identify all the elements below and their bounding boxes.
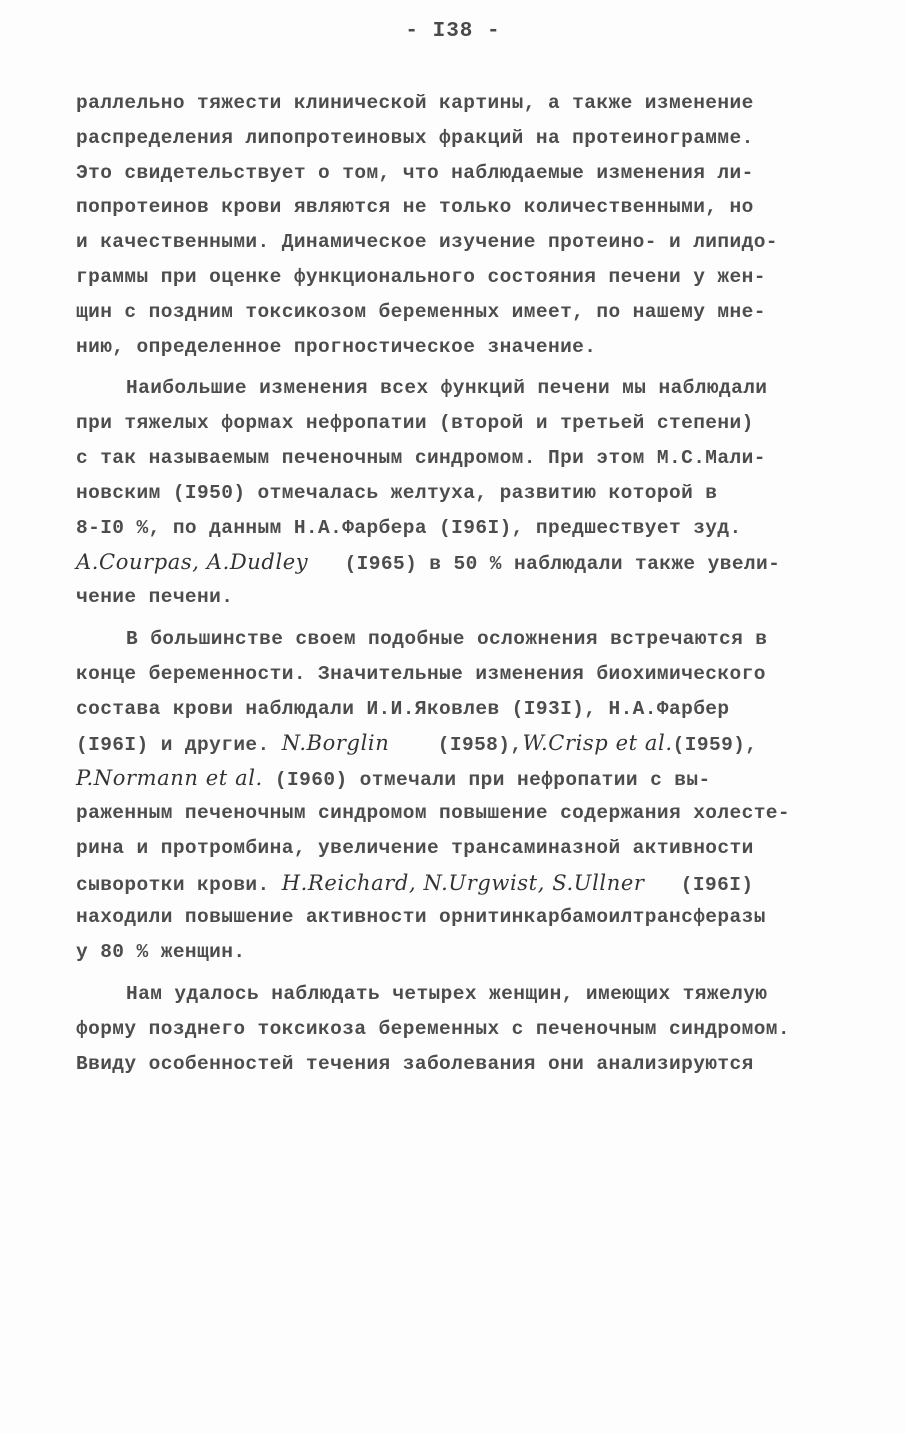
text-line	[76, 977, 846, 1012]
text-line	[76, 935, 846, 970]
typed-text: (I96I)	[644, 873, 754, 896]
typed-text: (I96I) и другие.	[76, 734, 282, 757]
typed-text: состава крови наблюдали И.И.Яковлев (I93I), Н.А.Фарбер	[76, 697, 730, 720]
text-line	[76, 225, 846, 260]
text-line	[76, 657, 846, 692]
typed-text: при тяжелых формах нефропатии (второй и третьей степени)	[76, 412, 754, 435]
handwritten-author-names: N.Borglin	[281, 731, 390, 756]
typed-text: раллельно тяжести клинической картины, а также изменение	[76, 92, 754, 114]
typed-text: и качественными. Динамическое изучение протеино- и липидо-	[76, 231, 778, 254]
typed-text: нию, определенное прогностическое значение.	[76, 335, 597, 358]
typed-text: раженным печеночным синдромом повышение содержания холесте-	[76, 801, 791, 824]
text-line	[76, 1047, 846, 1082]
text-line	[76, 330, 846, 365]
text-line	[76, 156, 846, 191]
paragraph	[76, 977, 846, 1081]
typed-text: чение печени.	[76, 586, 234, 609]
typed-text: сыворотки крови.	[76, 873, 282, 896]
text-line	[76, 121, 846, 156]
typed-text: (I959),	[672, 734, 758, 757]
paragraph	[76, 86, 846, 364]
text-line	[76, 511, 846, 546]
typed-text: Это свидетельствует о том, что наблюдаемые изменения ли-	[76, 161, 754, 184]
typed-text: у 80 % женщин.	[76, 941, 246, 964]
text-line	[76, 622, 846, 657]
text-line	[76, 726, 846, 761]
typed-text: (I965) в 50 % наблюдали также увели-	[308, 553, 781, 576]
text-line	[76, 580, 846, 615]
typed-text: новским (I950) отмечалась желтуха, развитию которой в	[76, 481, 718, 504]
text-line	[76, 692, 846, 727]
text-line	[76, 1012, 846, 1047]
handwritten-author-names: A.Courpas, A.Dudley	[76, 550, 309, 575]
typed-text: рина и протромбина, увеличение трансаминазной активности	[76, 836, 754, 859]
text-line	[76, 190, 846, 225]
text-line	[76, 441, 846, 476]
typed-text: (I960) отмечали при нефропатии с вы-	[262, 769, 711, 792]
typed-text: (I958),	[389, 734, 523, 757]
text-line	[76, 476, 846, 511]
typed-text: Ввиду особенностей течения заболевания они анализируются	[76, 1052, 754, 1075]
typed-text: Наибольшие изменения всех функций печени мы наблюдали	[126, 377, 768, 400]
text-line	[76, 900, 846, 935]
paragraph	[76, 371, 846, 615]
text-line	[76, 761, 846, 796]
typed-text: щин с поздним токсикозом беременных имеет, по нашему мне-	[76, 300, 766, 323]
text-line	[76, 545, 846, 580]
typed-text: В большинстве своем подобные осложнения встречаются в	[126, 627, 768, 650]
typed-text: попротеинов крови являются не только количественными, но	[76, 196, 754, 219]
typed-text: находили повышение активности орнитинкарбамоилтрансферазы	[76, 906, 766, 929]
handwritten-author-names: P.Normann et al.	[76, 766, 263, 791]
handwritten-author-names: W.Crisp et al.	[522, 731, 673, 756]
text-line	[76, 371, 846, 406]
text-line	[76, 295, 846, 330]
text-line	[76, 406, 846, 441]
typed-text: граммы при оценке функционального состояния печени у жен-	[76, 265, 766, 288]
text-line	[76, 796, 846, 831]
text-line	[76, 831, 846, 866]
typed-text: конце беременности. Значительные изменения биохимического	[76, 662, 766, 685]
text-body	[76, 86, 846, 1081]
text-line	[76, 866, 846, 901]
text-line	[76, 86, 846, 121]
handwritten-author-names: H.Reichard, N.Urgwist, S.Ullner	[281, 870, 645, 895]
text-line	[76, 260, 846, 295]
typed-text: с так называемым печеночным синдромом. При этом М.С.Мали-	[76, 446, 766, 469]
typed-text: форму позднего токсикоза беременных с печеночным синдромом.	[76, 1017, 791, 1040]
paragraph	[76, 622, 846, 970]
typed-text: 8-I0 %, по данным Н.А.Фарбера (I96I), предшествует зуд.	[76, 516, 742, 539]
typed-text: Нам удалось наблюдать четырех женщин, имеющих тяжелую	[126, 982, 768, 1005]
page-number: - I38 -	[405, 20, 501, 43]
typed-text: распределения липопротеиновых фракций на протеинограмме.	[76, 126, 754, 149]
